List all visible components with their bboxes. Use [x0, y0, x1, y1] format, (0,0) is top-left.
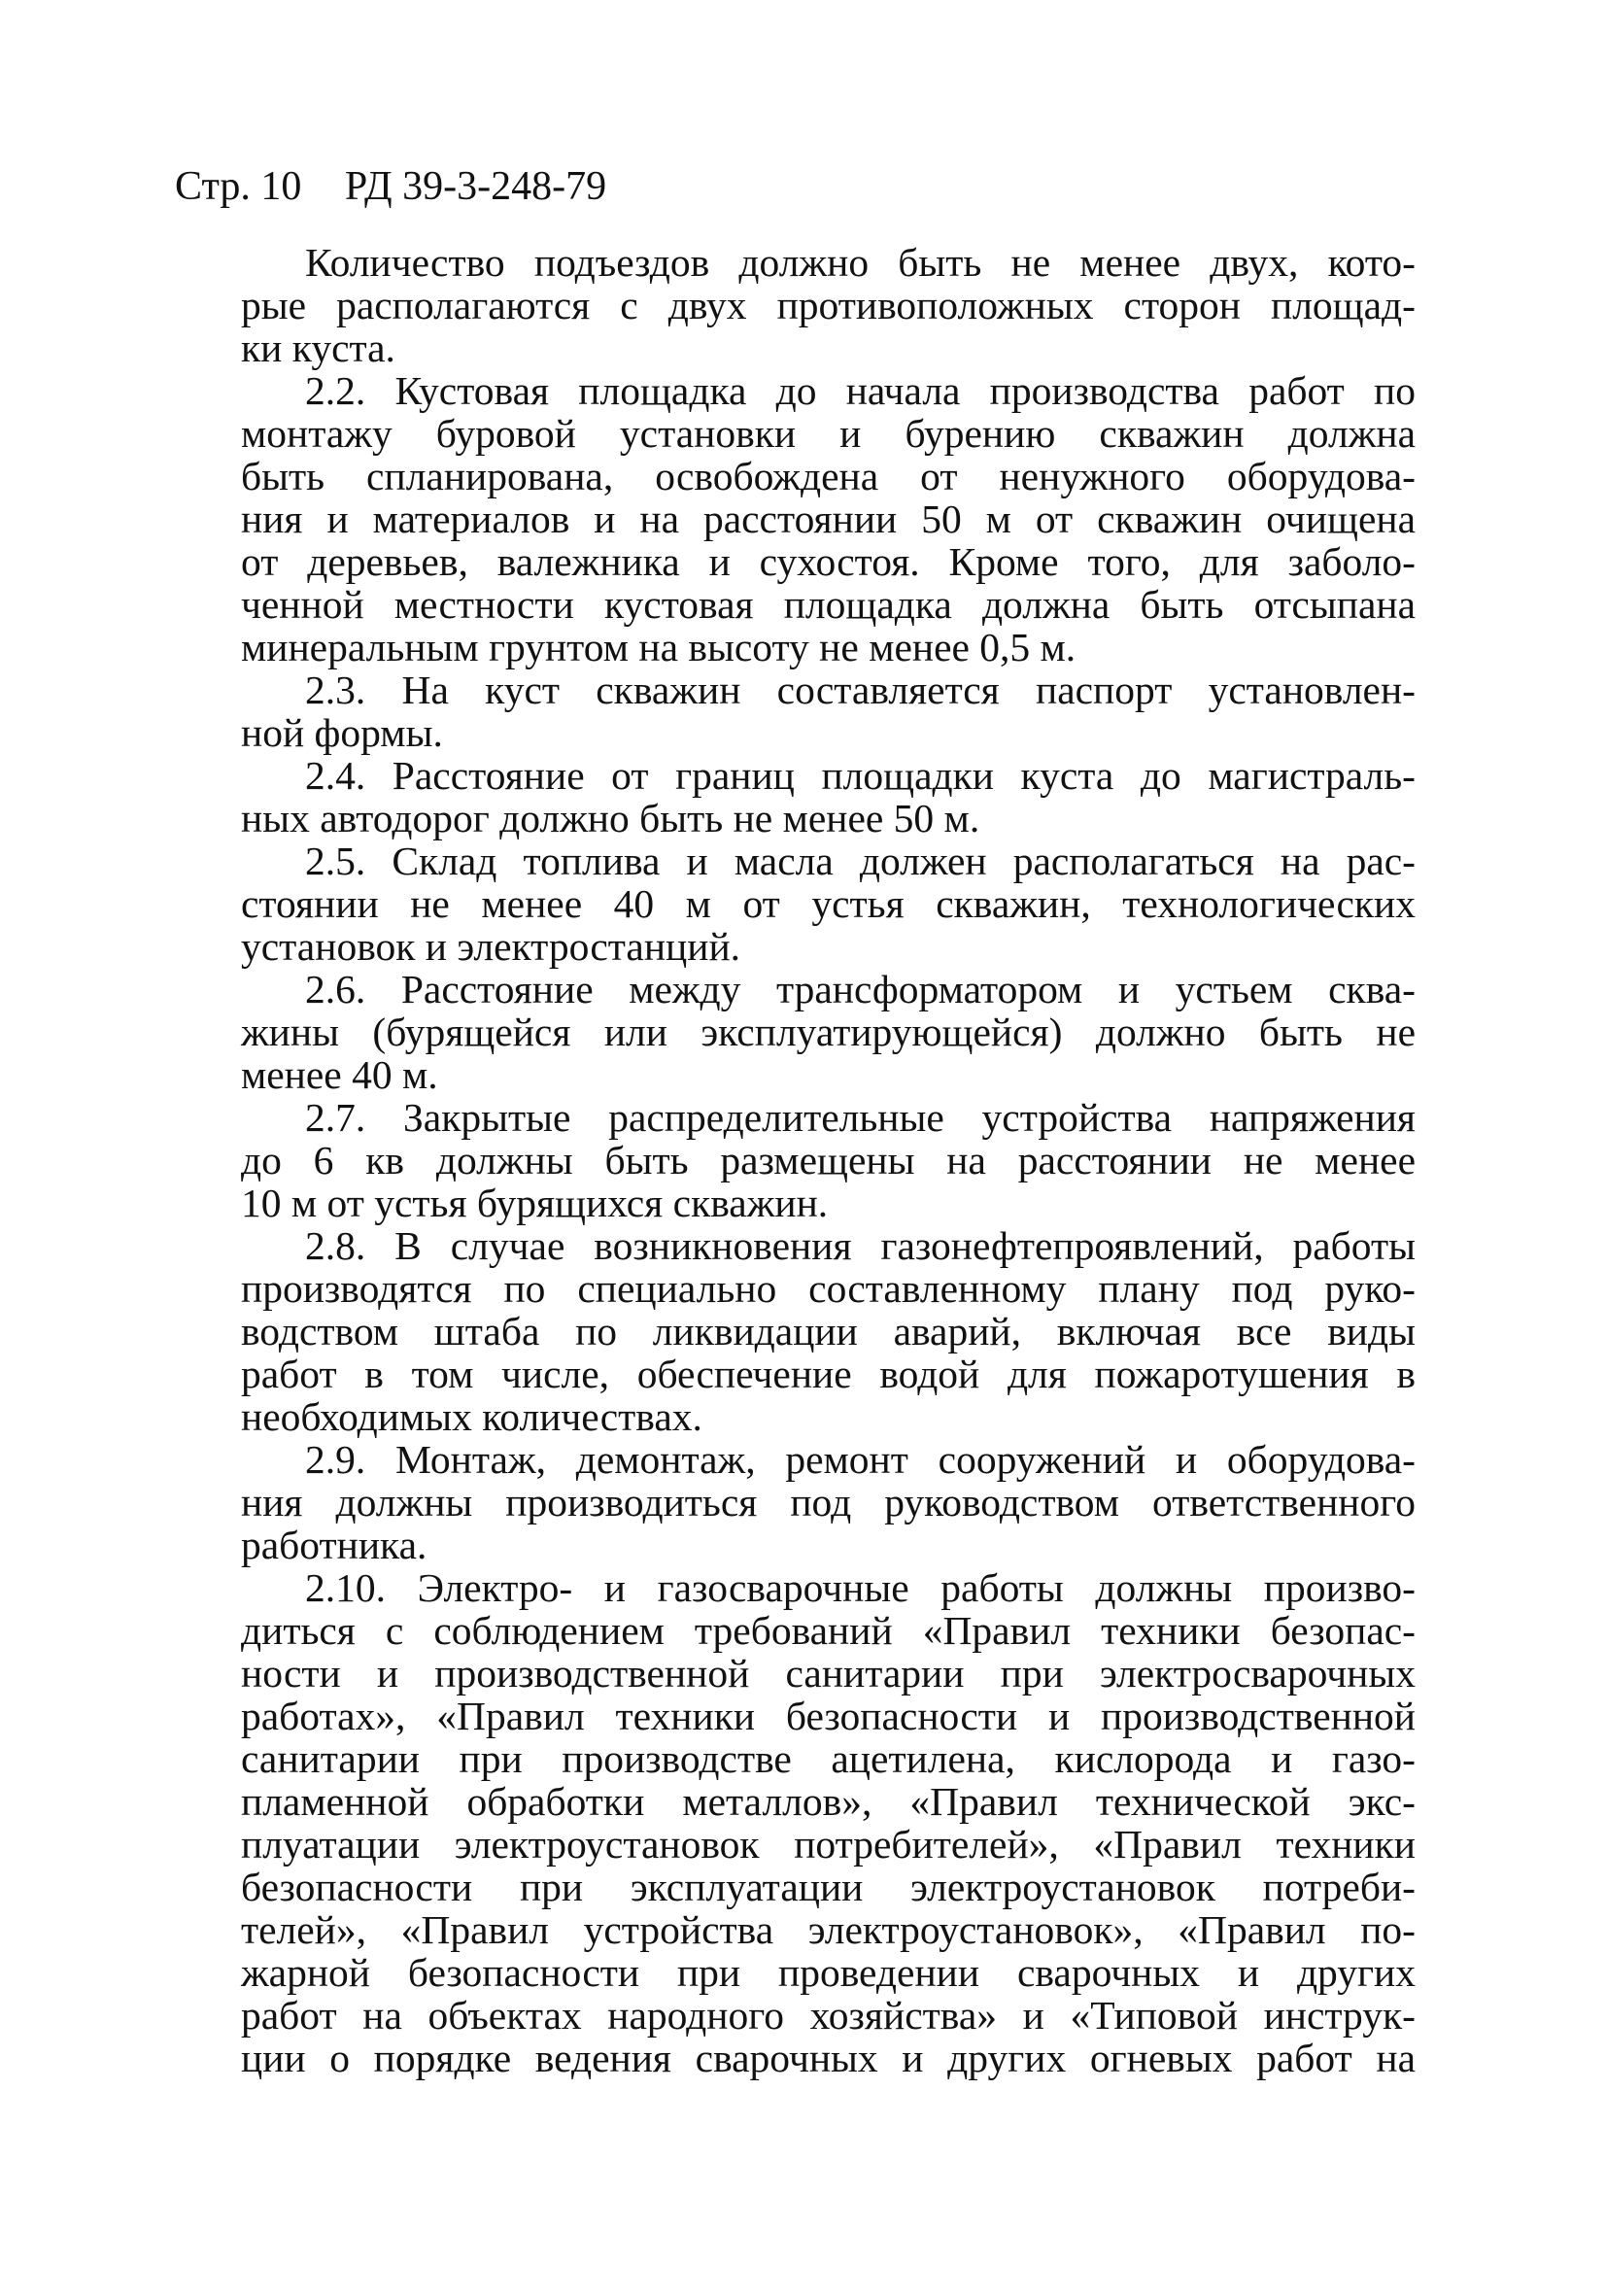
text-line: 10 м от устья бурящихся скважин.	[241, 1181, 829, 1225]
paragraph	[177, 369, 1416, 668]
text-line: жины (бурящейся или эксплуатирующейся) должно быть не	[241, 1010, 1416, 1054]
text-line: ной формы.	[241, 710, 443, 755]
text-line: 2.2. Кустовая площадка до начала производства работ по	[305, 368, 1416, 413]
text-line: необходимых количествах.	[241, 1394, 702, 1439]
text-line: водством штаба по ликвидации аварий, включая все виды	[241, 1309, 1416, 1354]
paragraph	[177, 968, 1416, 1096]
text-line: ния и материалов и на расстоянии 50 м от скважин очищена	[241, 497, 1416, 541]
text-line: 2.10. Электро- и газосварочные работы должны произво-	[305, 1565, 1416, 1610]
text-line: установок и электростанций.	[241, 924, 741, 969]
page-number: Стр. 10	[175, 164, 302, 209]
text-line: ции о порядке ведения сварочных и других огневых работ на	[241, 2036, 1416, 2080]
paragraph	[177, 1566, 1416, 2079]
text-line: до 6 кв должны быть размещены на расстоянии не менее	[241, 1138, 1416, 1182]
text-line: 2.9. Монтаж, демонтаж, ремонт сооружений и оборудова-	[305, 1437, 1416, 1482]
text-line: телей», «Правил устройства электроустановок», «Правил по-	[241, 1907, 1416, 1952]
text-line: от деревьев, валежника и сухостоя. Кроме того, для заболо-	[241, 539, 1416, 584]
text-line: 2.4. Расстояние от границ площадки куста до магистраль-	[305, 753, 1416, 798]
text-line: ных автодорог должно быть не менее 50 м.	[241, 796, 980, 840]
text-line: безопасности при эксплуатации электроустановок потреби-	[241, 1865, 1416, 1909]
text-line: 2.5. Склад топлива и масла должен располагаться на рас-	[305, 839, 1416, 883]
text-line: минеральным грунтом на высоту не менее 0,5 м.	[241, 625, 1076, 669]
paragraph	[177, 840, 1416, 968]
paragraph	[177, 754, 1416, 840]
text-line: ки куста.	[241, 326, 395, 370]
text-line: менее 40 м.	[241, 1052, 438, 1097]
document-code: РД 39-3-248-79	[344, 164, 607, 209]
paragraph	[177, 668, 1416, 754]
text-line: ности и производственной санитарии при электросварочных	[241, 1651, 1416, 1696]
text-line: 2.3. На куст скважин составляется паспорт установлен-	[305, 668, 1416, 712]
document-body	[177, 241, 1416, 2079]
paragraph	[177, 1438, 1416, 1566]
text-line: плуатации электроустановок потребителей», «Правил техники	[241, 1822, 1416, 1867]
paragraph	[177, 1224, 1416, 1438]
text-line: работ на объектах народного хозяйства» и «Типовой инструк-	[241, 1993, 1416, 2038]
paragraph	[177, 1096, 1416, 1224]
paragraph	[177, 241, 1416, 369]
text-line: жарной безопасности при проведении сварочных и других	[241, 1950, 1416, 1995]
text-line: быть спланирована, освобождена от ненужного оборудова-	[241, 454, 1416, 498]
text-line: производятся по специально составленному плану под руко-	[241, 1266, 1416, 1311]
text-line: ния должны производиться под руководством ответственного	[241, 1480, 1416, 1525]
text-line: работах», «Правил техники безопасности и производственной	[241, 1694, 1416, 1738]
text-line: ченной местности кустовая площадка должна быть отсыпана	[241, 582, 1416, 627]
text-line: работ в том числе, обеспечение водой для пожаротушения в	[241, 1352, 1416, 1396]
text-line: санитарии при производстве ацетилена, кислорода и газо-	[241, 1736, 1416, 1781]
text-line: монтажу буровой установки и бурению скважин должна	[241, 411, 1416, 456]
text-line: диться с соблюдением требований «Правил техники безопас-	[241, 1608, 1416, 1653]
text-line: рые располагаются с двух противоположных сторон площад-	[241, 283, 1416, 327]
text-line: 2.8. В случае возникновения газонефтепроявлений, работы	[305, 1223, 1416, 1268]
text-line: работника.	[241, 1523, 427, 1567]
text-line: Количество подъездов должно быть не менее двух, кото-	[305, 240, 1416, 285]
page-header	[175, 163, 606, 210]
text-line: 2.7. Закрытые распределительные устройства напряжения	[305, 1095, 1416, 1140]
text-line: стоянии не менее 40 м от устья скважин, технологических	[241, 881, 1416, 926]
text-line: пламенной обработки металлов», «Правил технической экс-	[241, 1779, 1416, 1824]
text-line: 2.6. Расстояние между трансформатором и устьем сква-	[305, 967, 1416, 1011]
